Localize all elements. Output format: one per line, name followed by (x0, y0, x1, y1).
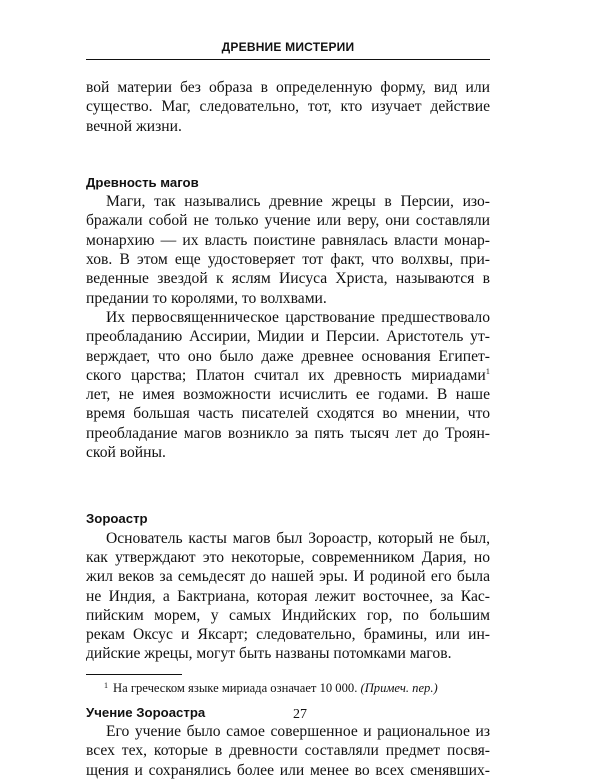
footnote-number: 1 (104, 681, 108, 690)
section-heading: Учение Зороастра (86, 704, 206, 720)
footnote-note: (Примеч. пер.) (360, 681, 438, 695)
text-line: вой материи без образа в определенную форму, вид или (86, 79, 490, 96)
text-line: Маги, так назывались древние жрецы в Персии, изо- (106, 193, 490, 211)
text-line: преобладанию Ассирии, Мидии и Персии. Аристотель ут- (86, 328, 490, 346)
text-line: Основатель касты магов был Зороастр, который не был, (106, 529, 490, 547)
text-line: время большая часть писателей сходятся во мнении, что (86, 405, 490, 423)
text-line: Его учение было самое совершенное и рациональное из (106, 723, 490, 741)
text-line: предании то королями, то волхвами. (86, 289, 327, 307)
text-line: ской войны. (86, 444, 166, 462)
header-rule (86, 59, 490, 60)
text-line: вечной жизни. (86, 117, 182, 135)
footnote (104, 681, 490, 696)
text-line: пийским морем, у самых Индийских гор, по большим (86, 606, 490, 624)
text-line: как утверждают это некоторые, современником Дария, но (86, 548, 490, 566)
page-number: 27 (293, 707, 307, 722)
text-line-with-footnote (86, 366, 490, 385)
text-line: монархию — их власть поистине равнялась власти монар- (86, 231, 490, 249)
text-line: жил веков за семьдесят до нашей эры. И родиной его была (86, 568, 490, 586)
text-line: Их первосвященническое царствование предшествовало (106, 308, 490, 326)
text-line: лет, не имея возможности исчислить ее годами. В наше (86, 386, 490, 404)
footnote-text: На греческом языке мириада означает 10 000. (113, 681, 358, 695)
text-line: существо. Маг, следовательно, тот, кто изучает действие (86, 98, 490, 116)
running-head: ДРЕВНИЕ МИСТЕРИИ (221, 40, 355, 54)
text-line: щения и сохранялись более или менее во всех сменявших- (86, 761, 490, 779)
section-heading: Древность магов (86, 174, 199, 190)
text-line: дийские жрецы, могут быть названы потомками магов. (86, 645, 452, 663)
text-segment: ского царства; Платон считал их древность мириадами (86, 366, 486, 384)
text-line: веденные звездой к яслям Иисуса Христа, называются в (86, 270, 490, 288)
text-line: бражали собой не только учение или веру, они составляли (86, 212, 490, 230)
text-line: всех тех, которые в древности составляли предмет посвя- (86, 742, 490, 760)
text-line: хов. В этом еще удостоверяет тот факт, что волхвы, при- (86, 251, 490, 269)
text-line: верждает, что оно было даже древнее основания Египет- (86, 347, 490, 365)
text-line: не Индия, а Бактриана, которая лежит восточнее, за Кас- (86, 587, 490, 605)
section-heading: Зороастр (86, 511, 148, 527)
text-line: преобладание магов возникло за пять тысяч лет до Троян- (86, 424, 490, 442)
footnote-rule (86, 674, 182, 675)
footnote-marker: 1 (485, 365, 490, 376)
text-line: рекам Оксус и Яксарт; следовательно, брамины, или ин- (86, 626, 490, 644)
